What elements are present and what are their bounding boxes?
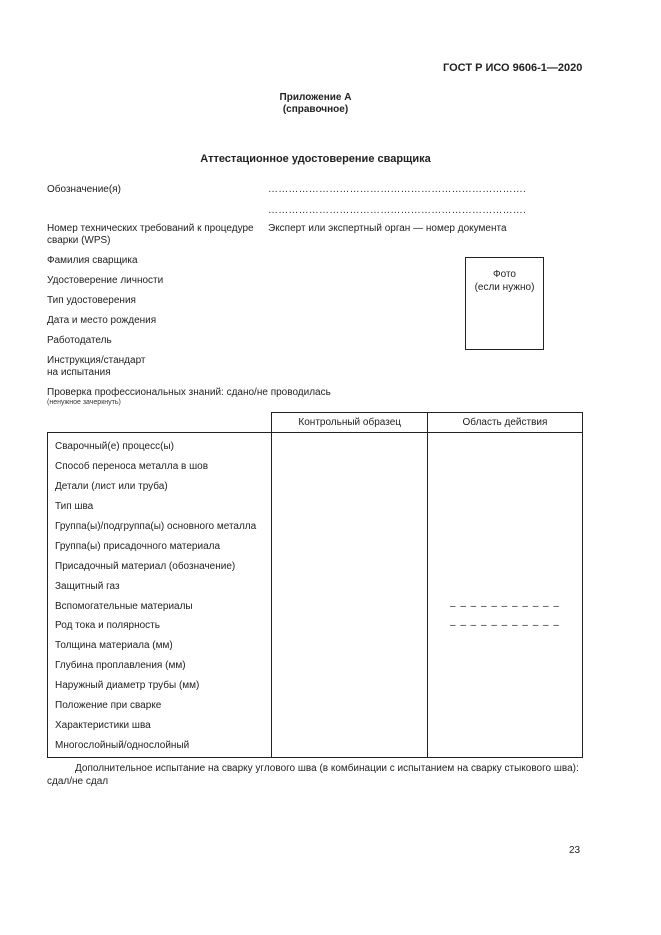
standard-number: ГОСТ Р ИСО 9606-1—2020: [443, 62, 583, 74]
table-row: [48, 656, 583, 676]
table-row: [48, 497, 583, 517]
test-cell: [272, 576, 428, 596]
test-cell: [272, 596, 428, 616]
test-cell: [272, 715, 428, 735]
table-row: [48, 477, 583, 497]
instruction-label-line2: на испытания: [47, 367, 111, 378]
range-dash-cell: – – – – – – – – – – –: [427, 596, 582, 616]
test-cell: [272, 616, 428, 636]
wps-label-line1: Номер технических требований к процедуре: [47, 223, 254, 234]
range-cell: [427, 477, 582, 497]
range-cell: [427, 433, 582, 457]
table-row: [48, 457, 583, 477]
row-label: Наружный диаметр трубы (мм): [48, 676, 272, 696]
range-cell: [427, 497, 582, 517]
range-cell: [427, 636, 582, 656]
row-label: Способ переноса металла в шов: [48, 457, 272, 477]
row-label: Глубина проплавления (мм): [48, 656, 272, 676]
table-row: [48, 596, 583, 616]
range-cell: [427, 457, 582, 477]
strike-note: (ненужное зачеркнуть): [47, 399, 121, 406]
test-cell: [272, 676, 428, 696]
test-cell: [272, 517, 428, 537]
test-cell: [272, 477, 428, 497]
table-row: [48, 536, 583, 556]
header-empty-cell: [48, 413, 272, 433]
document-title: Аттестационное удостоверение сварщика: [200, 153, 431, 165]
table-row: [48, 517, 583, 537]
test-cell: [272, 696, 428, 716]
photo-note: (если нужно): [474, 282, 535, 293]
row-label: Детали (лист или труба): [48, 477, 272, 497]
range-cell: [427, 517, 582, 537]
table-row: [48, 715, 583, 735]
table-row: [48, 576, 583, 596]
test-cell: [272, 497, 428, 517]
row-label: Тип шва: [48, 497, 272, 517]
table-row: [48, 556, 583, 576]
range-dash-cell: – – – – – – – – – – –: [427, 616, 582, 636]
designation-dots-2: ………………………………………………………………….: [268, 205, 526, 216]
row-label: Вспомогательные материалы: [48, 596, 272, 616]
employer-label: Работодатель: [47, 335, 112, 346]
row-label: Положение при сварке: [48, 696, 272, 716]
range-cell: [427, 715, 582, 735]
row-label: Род тока и полярность: [48, 616, 272, 636]
range-cell: [427, 536, 582, 556]
row-label: Защитный газ: [48, 576, 272, 596]
surname-label: Фамилия сварщика: [47, 255, 138, 266]
table-row: [48, 433, 583, 457]
table-row: [48, 616, 583, 636]
table-row: [48, 735, 583, 757]
range-cell: [427, 556, 582, 576]
range-cell: [427, 656, 582, 676]
instruction-label-line1: Инструкция/стандарт: [47, 355, 146, 366]
id-type-label: Тип удостоверения: [47, 295, 136, 306]
table-row: [48, 636, 583, 656]
row-label: Толщина материала (мм): [48, 636, 272, 656]
test-cell: [272, 433, 428, 457]
row-label: Группа(ы)/подгруппа(ы) основного металла: [48, 517, 272, 537]
table-header-row: [48, 413, 583, 433]
range-cell: [427, 676, 582, 696]
header-test-piece: Контрольный образец: [272, 413, 428, 433]
test-cell: [272, 457, 428, 477]
designation-label: Обозначение(я): [47, 184, 121, 195]
id-document-label: Удостоверение личности: [47, 275, 164, 286]
annex-note: (справочное): [282, 104, 349, 115]
range-cell: [427, 735, 582, 757]
photo-box: [465, 257, 544, 350]
knowledge-label: Проверка профессиональных знаний: сдано/не проводилась: [47, 387, 331, 398]
row-label: Сварочный(е) процесс(ы): [48, 433, 272, 457]
test-cell: [272, 735, 428, 757]
examiner-label: Эксперт или экспертный орган — номер документа: [268, 223, 507, 234]
test-cell: [272, 536, 428, 556]
row-label: Присадочный материал (обозначение): [48, 556, 272, 576]
additional-test-text: Дополнительное испытание на сварку углового шва (в комбинации с испытанием на сварку стыкового шва):: [75, 763, 579, 774]
range-cell: [427, 576, 582, 596]
photo-label: Фото: [493, 269, 516, 280]
qualification-table: [47, 412, 583, 758]
table-row: [48, 676, 583, 696]
test-cell: [272, 556, 428, 576]
table-row: [48, 696, 583, 716]
test-cell: [272, 656, 428, 676]
birth-label: Дата и место рождения: [47, 315, 157, 326]
wps-label-line2: сварки (WPS): [47, 235, 111, 246]
row-label: Группа(ы) присадочного материала: [48, 536, 272, 556]
row-label: Многослойный/однослойный: [48, 735, 272, 757]
page-number: 23: [569, 845, 581, 856]
row-label: Характеристики шва: [48, 715, 272, 735]
header-range: Область действия: [427, 413, 582, 433]
annex-title: Приложение А: [279, 92, 352, 103]
range-cell: [427, 696, 582, 716]
additional-test-result: сдал/не сдал: [47, 776, 109, 787]
test-cell: [272, 636, 428, 656]
designation-dots-1: ………………………………………………………………….: [268, 184, 526, 195]
